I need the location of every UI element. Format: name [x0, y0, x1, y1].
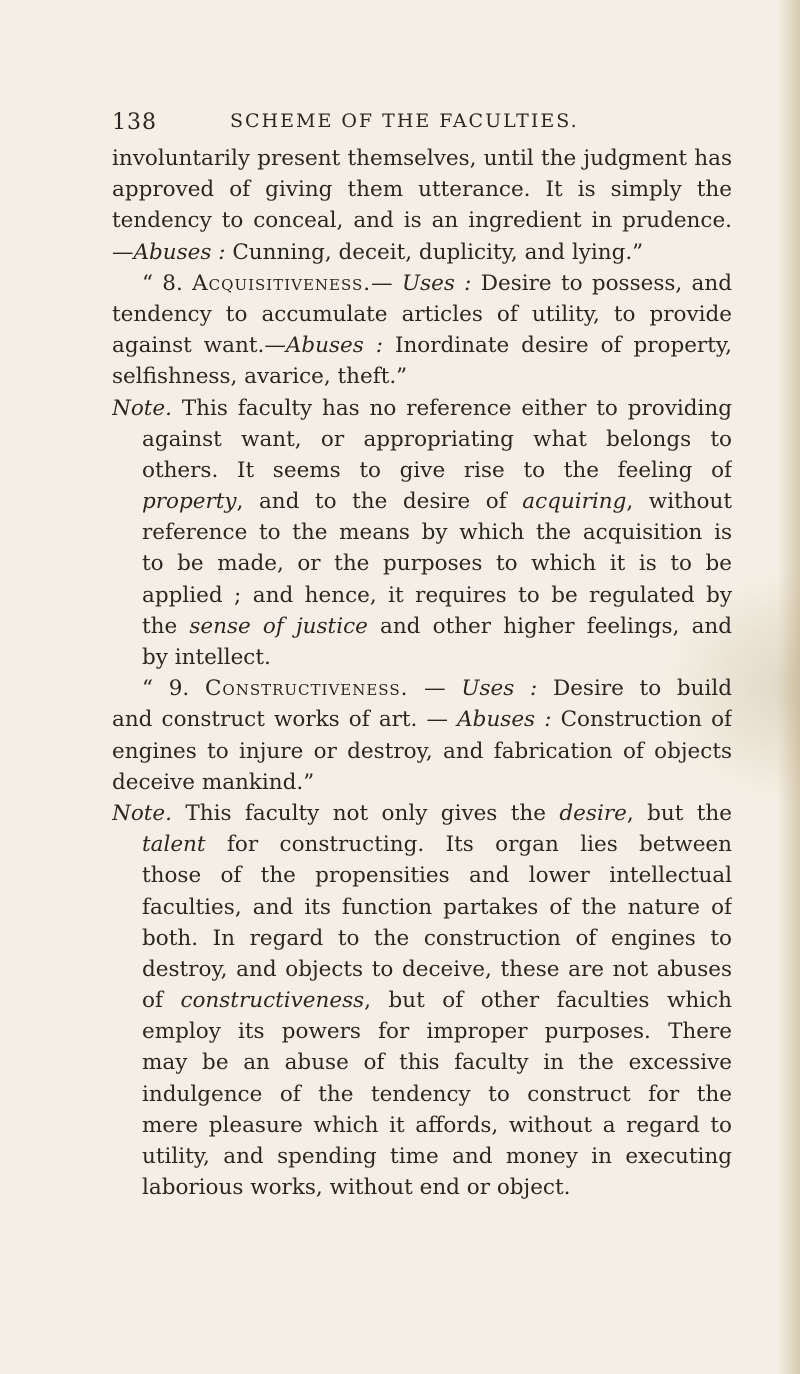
text-line: [112, 642, 732, 673]
italic-text: property: [142, 489, 237, 515]
text-line: [112, 954, 732, 985]
italic-text: Abuses :: [133, 239, 226, 265]
text-line: [112, 892, 732, 923]
text-run: the: [142, 613, 190, 639]
text-line: [112, 299, 732, 330]
text-run: laborious works, without end or object.: [142, 1175, 571, 1201]
text-line: [112, 580, 732, 611]
text-line: [112, 767, 732, 798]
text-run: Construction of: [551, 707, 732, 733]
text-line: [112, 455, 732, 486]
text-run: tendency to conceal, and is an ingredient in prudence.: [112, 208, 732, 234]
text-line: [112, 704, 732, 735]
text-run: destroy, and objects to deceive, these are not abuses: [142, 956, 732, 982]
text-run: against want.—: [112, 333, 286, 359]
running-title: SCHEME OF THE FACULTIES.: [230, 110, 579, 132]
text-run: mere pleasure which it affords, without a regard to: [142, 1112, 732, 1138]
page-number: 138: [112, 110, 157, 135]
italic-text: Uses :: [461, 676, 538, 702]
text-run: faculties, and its function partakes of the nature of: [142, 894, 732, 920]
text-run: applied ; and hence, it requires to be regulated by: [142, 582, 732, 608]
italic-text: Abuses :: [457, 707, 552, 733]
text-run: and construct works of art. —: [112, 707, 458, 733]
italic-text: Abuses :: [285, 333, 383, 359]
text-run: reference to the means by which the acquisition is: [142, 520, 732, 546]
text-run: others. It seems to give rise to the feeling of: [142, 457, 732, 483]
text-line: [112, 798, 732, 829]
text-run: to be made, or the purposes to which it is to be: [142, 551, 732, 577]
text-run: This faculty not only gives the: [171, 800, 560, 826]
text-run: employ its powers for improper purposes. There: [142, 1019, 732, 1045]
italic-text: Uses :: [401, 270, 472, 296]
text-line: [112, 361, 732, 392]
body-text: [112, 143, 732, 1203]
text-run: Inordinate desire of property,: [382, 333, 732, 359]
text-line: [112, 486, 732, 517]
text-run: , but of other faculties which: [364, 988, 732, 1014]
italic-text: Note.: [112, 800, 172, 826]
text-run: This faculty has no reference either to providing: [171, 395, 732, 421]
text-line: [112, 829, 732, 860]
italic-text: constructiveness: [180, 988, 365, 1014]
text-run: —: [408, 676, 462, 702]
italic-text: talent: [142, 832, 206, 858]
text-run: “ 9.: [142, 676, 205, 702]
italic-text: desire: [559, 800, 627, 826]
text-run: both. In regard to the construction of engines to: [142, 925, 732, 951]
text-line: [112, 424, 732, 455]
text-run: , and to the desire of: [236, 489, 523, 515]
text-run: approved of giving them utterance. It is simply the: [112, 177, 732, 203]
text-line: [112, 1079, 732, 1110]
text-line: [112, 860, 732, 891]
italic-text: acquiring: [522, 489, 627, 515]
text-run: selfishness, avarice, theft.”: [112, 364, 408, 390]
text-line: [112, 548, 732, 579]
italic-text: sense of justice: [189, 613, 368, 639]
italic-text: Note.: [112, 395, 172, 421]
text-line: [112, 1110, 732, 1141]
text-run: utility, and spending time and money in executing: [142, 1144, 732, 1169]
text-run: tendency to accumulate articles of utility, to provide: [112, 301, 732, 327]
text-run: Desire to possess, and: [471, 270, 732, 296]
text-run: —: [371, 270, 402, 296]
text-line: [112, 330, 732, 361]
text-line: [112, 736, 732, 767]
small-caps-heading: Constructiveness.: [204, 676, 409, 702]
text-run: for constructing. Its organ lies between: [205, 832, 732, 858]
text-run: may be an abuse of this faculty in the excessive: [142, 1050, 732, 1076]
text-run: , but the: [626, 800, 732, 826]
text-run: and other higher feelings, and: [367, 613, 732, 639]
text-line: [112, 205, 732, 236]
text-run: those of the propensities and lower intellectual: [142, 863, 732, 889]
text-run: indulgence of the tendency to construct for the: [142, 1081, 732, 1107]
text-run: Cunning, deceit, duplicity, and lying.”: [225, 239, 644, 265]
text-run: of: [142, 988, 181, 1014]
running-head: [112, 110, 732, 140]
text-run: , without: [626, 489, 732, 515]
text-line: [112, 237, 732, 268]
text-line: [112, 517, 732, 548]
text-run: by intellect.: [142, 645, 271, 670]
text-line: [112, 1172, 732, 1203]
page-edge-shadow: [778, 0, 800, 1374]
text-line: [112, 143, 732, 174]
text-line: [112, 393, 732, 424]
text-line: [112, 268, 732, 299]
text-line: [112, 1141, 732, 1172]
text-line: [112, 174, 732, 205]
text-line: [112, 1047, 732, 1078]
small-caps-heading: Acquisitiveness.: [192, 270, 372, 296]
text-run: involuntarily present themselves, until the judgment has: [112, 146, 732, 171]
text-run: against want, or appropriating what belongs to: [142, 426, 732, 452]
text-line: [112, 985, 732, 1016]
text-run: “ 8.: [142, 270, 193, 296]
text-run: engines to injure or destroy, and fabrication of objects: [112, 738, 732, 764]
text-line: [112, 611, 732, 642]
text-run: Desire to build: [537, 676, 732, 702]
text-line: [112, 673, 732, 704]
text-line: [112, 923, 732, 954]
text-run: deceive mankind.”: [112, 769, 315, 795]
text-line: [112, 1016, 732, 1047]
text-run: —: [112, 239, 134, 265]
